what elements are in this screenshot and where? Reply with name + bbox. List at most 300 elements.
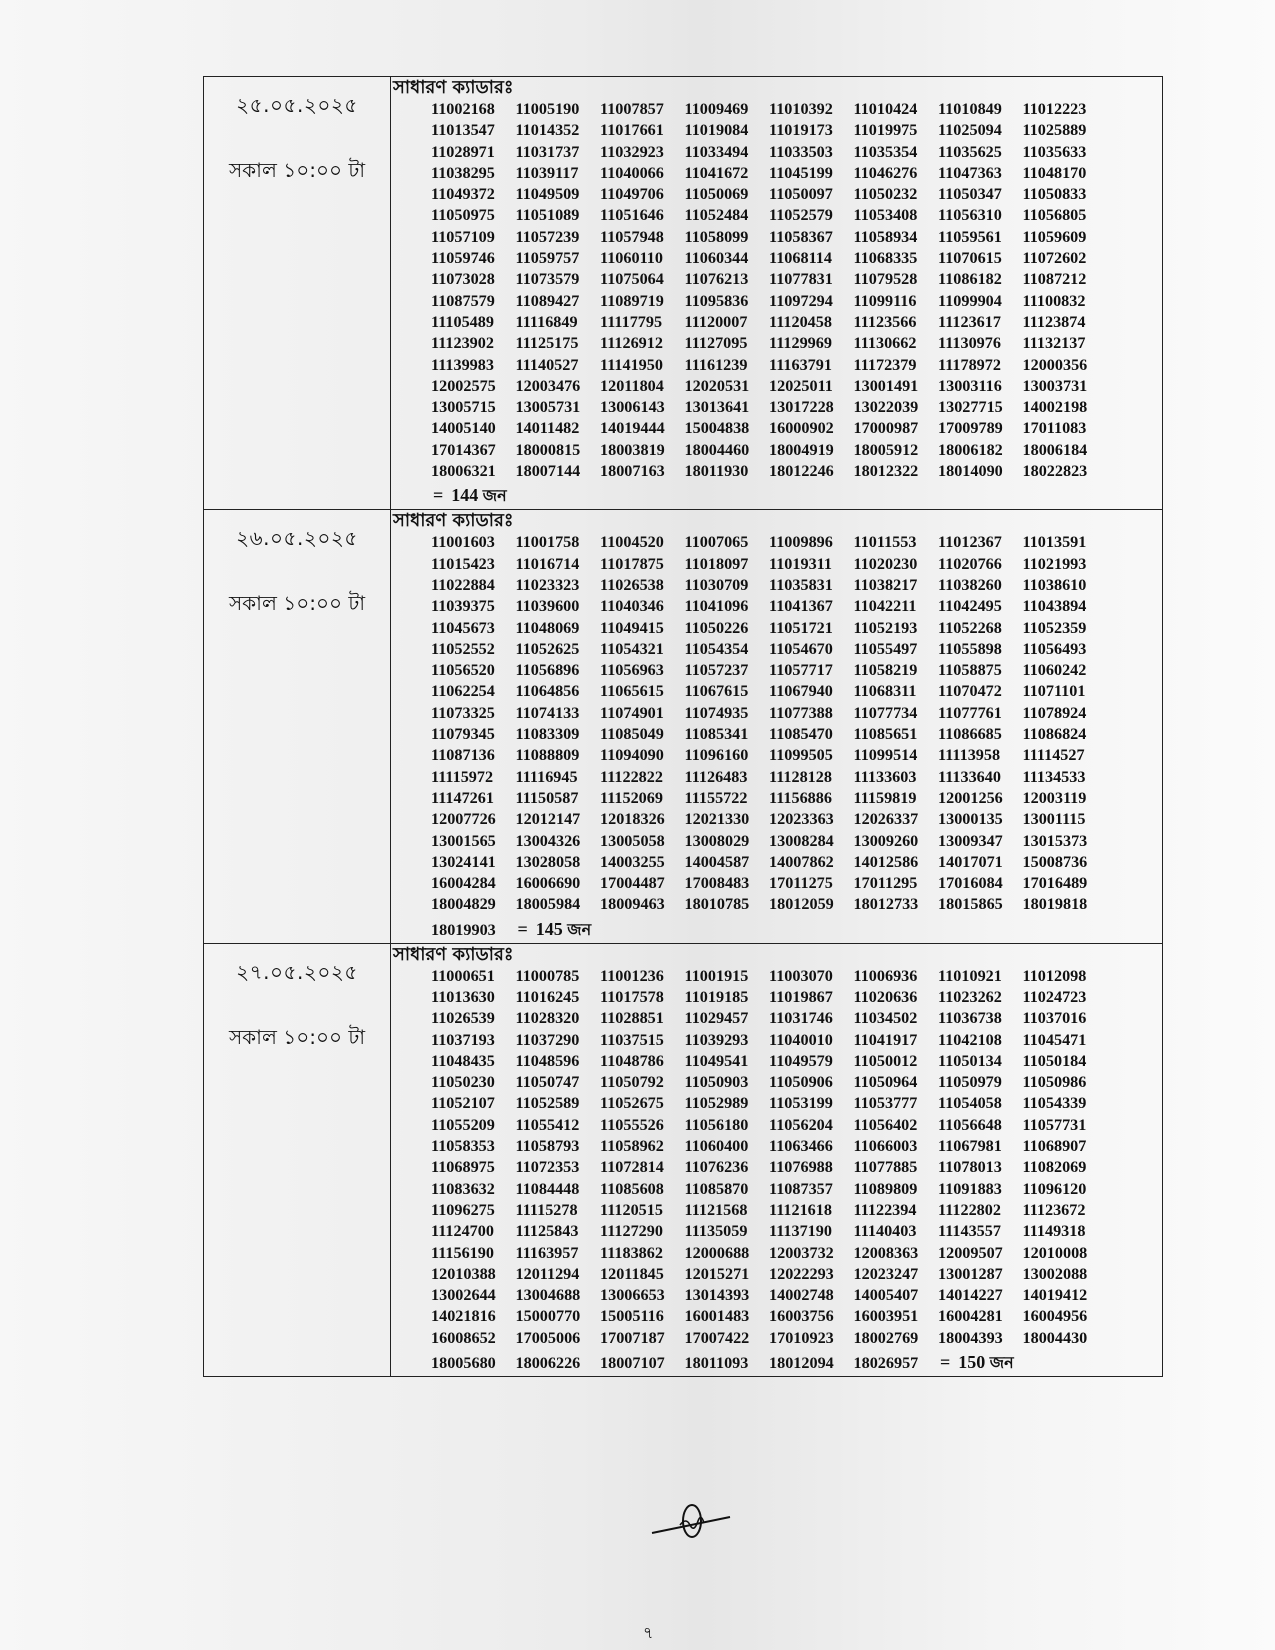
roll-number: 16003756 bbox=[769, 1307, 834, 1326]
signature bbox=[650, 1495, 740, 1545]
roll-number: 11052989 bbox=[684, 1094, 749, 1113]
roll-number: 11019173 bbox=[769, 121, 833, 140]
roll-number: 11054670 bbox=[769, 639, 833, 658]
roll-number: 11057109 bbox=[431, 227, 495, 246]
roll-number: 11060110 bbox=[600, 249, 663, 268]
roll-number-row bbox=[431, 788, 1154, 809]
roll-number: 11072353 bbox=[515, 1158, 580, 1177]
roll-number: 11025889 bbox=[1022, 121, 1087, 140]
roll-number: 12021330 bbox=[684, 810, 750, 829]
roll-number-row bbox=[431, 660, 1154, 681]
roll-number: 11085608 bbox=[600, 1179, 664, 1198]
roll-number: 18004460 bbox=[684, 440, 750, 459]
roll-number: 11152069 bbox=[600, 788, 663, 807]
roll-number: 11056402 bbox=[853, 1115, 918, 1134]
roll-number: 11088809 bbox=[515, 746, 580, 765]
roll-number: 13006143 bbox=[600, 398, 665, 417]
schedule-row bbox=[204, 77, 1163, 510]
roll-number: 17014367 bbox=[431, 440, 496, 459]
roll-number: 11087212 bbox=[1022, 270, 1087, 289]
roll-number: 12022293 bbox=[769, 1264, 834, 1283]
roll-number: 11012367 bbox=[938, 533, 1002, 552]
roll-number: 11048596 bbox=[515, 1051, 580, 1070]
roll-number: 12002575 bbox=[431, 376, 496, 395]
roll-number: 11016714 bbox=[515, 554, 580, 573]
roll-number-row bbox=[431, 532, 1154, 553]
roll-number: 11053777 bbox=[853, 1094, 918, 1113]
roll-number: 11072814 bbox=[600, 1158, 664, 1177]
roll-number: 11035633 bbox=[1022, 142, 1087, 161]
roll-number: 11039600 bbox=[515, 597, 580, 616]
roll-number: 11049415 bbox=[600, 618, 664, 637]
roll-number: 15000770 bbox=[515, 1307, 581, 1326]
roll-number: 12003476 bbox=[515, 376, 581, 395]
roll-number: 11057731 bbox=[1022, 1115, 1087, 1134]
roll-number: 11099116 bbox=[853, 291, 917, 310]
exam-time: সকাল ১০:০০ টা bbox=[228, 158, 366, 182]
roll-number: 11094090 bbox=[600, 746, 664, 765]
roll-number: 17009789 bbox=[938, 419, 1003, 438]
roll-number: 11116849 bbox=[515, 312, 578, 331]
roll-number: 11116945 bbox=[515, 767, 578, 786]
roll-number: 11056310 bbox=[938, 206, 1002, 225]
exam-date: ২৬.০৫.২০২৫ bbox=[236, 526, 358, 551]
schedule-row bbox=[204, 510, 1163, 943]
roll-number-row bbox=[431, 1285, 1154, 1306]
roll-number: 18010785 bbox=[684, 895, 750, 914]
roll-number: 12000688 bbox=[684, 1243, 750, 1262]
roll-number: 11010424 bbox=[853, 100, 918, 118]
roll-number: 13004688 bbox=[515, 1286, 581, 1305]
roll-number: 11057239 bbox=[515, 227, 580, 246]
roll-number: 13028058 bbox=[515, 852, 581, 871]
roll-number: 11006936 bbox=[853, 966, 918, 985]
roll-number: 14007862 bbox=[769, 852, 834, 871]
roll-number: 11025094 bbox=[938, 121, 1002, 140]
roll-number: 11055898 bbox=[938, 639, 1002, 658]
roll-number: 12025011 bbox=[769, 376, 833, 395]
candidate-total bbox=[431, 482, 507, 509]
roll-number: 11117795 bbox=[600, 312, 663, 331]
roll-number-row bbox=[431, 1328, 1154, 1349]
roll-number: 15005116 bbox=[600, 1307, 664, 1326]
roll-number: 18002769 bbox=[853, 1328, 919, 1347]
roll-number: 11041367 bbox=[769, 597, 833, 616]
roll-number: 17008483 bbox=[684, 874, 750, 893]
roll-number: 11037193 bbox=[431, 1030, 495, 1049]
roll-number: 11017578 bbox=[600, 987, 664, 1006]
roll-number: 18026957 bbox=[853, 1354, 919, 1373]
roll-number: 11038260 bbox=[938, 575, 1002, 594]
roll-number-row bbox=[431, 142, 1154, 163]
roll-number: 11052579 bbox=[769, 206, 833, 225]
roll-number-row bbox=[431, 618, 1154, 639]
roll-number: 11013547 bbox=[431, 121, 495, 140]
roll-number: 18006182 bbox=[938, 440, 1003, 459]
total-count: 144 bbox=[451, 485, 479, 506]
roll-number: 11123874 bbox=[1022, 312, 1086, 331]
roll-number: 16004956 bbox=[1022, 1307, 1088, 1326]
roll-number: 11099514 bbox=[853, 746, 918, 765]
roll-number: 11139983 bbox=[431, 355, 494, 374]
roll-number: 11140527 bbox=[515, 355, 579, 374]
roll-number: 11022884 bbox=[431, 575, 495, 594]
roll-number: 11009896 bbox=[769, 533, 833, 552]
roll-number: 13003731 bbox=[1022, 376, 1088, 395]
roll-number: 11073325 bbox=[431, 703, 495, 722]
roll-number: 18014090 bbox=[938, 462, 1003, 481]
roll-number: 18012094 bbox=[769, 1354, 834, 1373]
cadre-label: সাধারণ ক্যাডারঃ bbox=[393, 943, 514, 965]
roll-number: 17016084 bbox=[938, 874, 1003, 893]
roll-number: 13014393 bbox=[684, 1286, 750, 1305]
roll-number: 11038217 bbox=[853, 575, 918, 594]
roll-number: 13024141 bbox=[431, 852, 496, 871]
roll-number: 18022823 bbox=[1022, 462, 1088, 481]
roll-number: 11054354 bbox=[684, 639, 749, 658]
roll-number: 11059746 bbox=[431, 249, 495, 268]
roll-number: 11056896 bbox=[515, 661, 580, 680]
roll-number: 11068114 bbox=[769, 249, 832, 268]
roll-number: 11045471 bbox=[1022, 1030, 1087, 1049]
roll-number-row bbox=[431, 852, 1154, 873]
roll-number: 11048170 bbox=[1022, 163, 1087, 182]
roll-number: 11052268 bbox=[938, 618, 1002, 637]
roll-number-row bbox=[431, 376, 1154, 397]
roll-number: 11037290 bbox=[515, 1030, 580, 1049]
roll-number: 11163791 bbox=[769, 355, 832, 374]
roll-number: 12011294 bbox=[515, 1264, 580, 1283]
roll-number: 16000902 bbox=[769, 419, 834, 438]
roll-number: 16001483 bbox=[684, 1307, 750, 1326]
roll-number: 14005407 bbox=[853, 1286, 919, 1305]
roll-number: 12026337 bbox=[853, 810, 919, 829]
roll-number: 14014227 bbox=[938, 1286, 1003, 1305]
roll-number: 11018097 bbox=[684, 554, 749, 573]
roll-number: 11072602 bbox=[1022, 249, 1087, 268]
roll-number: 11058875 bbox=[938, 661, 1002, 680]
roll-number: 13017228 bbox=[769, 398, 834, 417]
roll-number: 11091883 bbox=[938, 1179, 1002, 1198]
roll-number: 13006653 bbox=[600, 1286, 665, 1305]
roll-number: 11068907 bbox=[1022, 1137, 1087, 1156]
roll-number: 14003255 bbox=[600, 852, 665, 871]
roll-number: 11010392 bbox=[769, 100, 833, 118]
roll-number: 18012246 bbox=[769, 462, 834, 481]
roll-number: 11085341 bbox=[684, 725, 749, 744]
roll-number: 11023262 bbox=[938, 987, 1002, 1006]
roll-number: 11001603 bbox=[431, 533, 495, 552]
roll-number: 11067615 bbox=[684, 682, 749, 701]
roll-number: 11056805 bbox=[1022, 206, 1087, 225]
roll-number-row bbox=[431, 873, 1154, 894]
roll-number-row bbox=[431, 1200, 1154, 1221]
roll-number-row bbox=[431, 1051, 1154, 1072]
roll-number: 11120515 bbox=[600, 1200, 663, 1219]
roll-number: 11049372 bbox=[431, 185, 495, 204]
total-unit: জন bbox=[567, 919, 592, 939]
roll-number: 11065615 bbox=[600, 682, 664, 701]
roll-number: 11056180 bbox=[684, 1115, 749, 1134]
roll-number: 11057717 bbox=[769, 661, 833, 680]
roll-number: 11052675 bbox=[600, 1094, 664, 1113]
roll-number: 11055209 bbox=[431, 1115, 495, 1134]
roll-number: 11068335 bbox=[853, 249, 918, 268]
roll-number: 11019185 bbox=[684, 987, 749, 1006]
roll-number: 11087579 bbox=[431, 291, 495, 310]
roll-number: 11049509 bbox=[515, 185, 580, 204]
roll-number: 11161239 bbox=[684, 355, 748, 374]
roll-number-row bbox=[431, 681, 1154, 702]
roll-number: 11037016 bbox=[1022, 1009, 1087, 1028]
roll-number: 13000135 bbox=[938, 810, 1003, 829]
roll-number-row bbox=[431, 639, 1154, 660]
roll-number: 12003119 bbox=[1022, 788, 1087, 807]
roll-number-list bbox=[391, 966, 1162, 1376]
roll-number: 11133603 bbox=[853, 767, 917, 786]
roll-number: 11057948 bbox=[600, 227, 664, 246]
roll-number: 11083309 bbox=[515, 725, 580, 744]
roll-number: 12001256 bbox=[938, 788, 1003, 807]
roll-number: 11026538 bbox=[600, 575, 664, 594]
cadre-label: সাধারণ ক্যাডারঃ bbox=[393, 510, 514, 532]
roll-number: 13001565 bbox=[431, 831, 496, 850]
roll-number: 11055412 bbox=[515, 1115, 580, 1134]
roll-number: 11053199 bbox=[769, 1094, 833, 1113]
roll-number: 11058219 bbox=[853, 661, 918, 680]
roll-number-row bbox=[431, 269, 1154, 290]
roll-number: 13005058 bbox=[600, 831, 665, 850]
roll-number: 11067981 bbox=[938, 1137, 1002, 1156]
roll-number-row bbox=[431, 745, 1154, 766]
roll-number: 11046276 bbox=[853, 163, 918, 182]
roll-number: 11126912 bbox=[600, 334, 663, 353]
roll-number: 18004919 bbox=[769, 440, 834, 459]
roll-number: 11123617 bbox=[938, 312, 1001, 331]
roll-number: 11050747 bbox=[515, 1073, 580, 1092]
exam-time: সকাল ১০:০০ টা bbox=[228, 1024, 366, 1049]
roll-number: 11156886 bbox=[769, 788, 832, 807]
roll-number: 11127095 bbox=[684, 334, 748, 353]
roll-number: 14011482 bbox=[515, 419, 580, 438]
roll-number-row bbox=[431, 248, 1154, 269]
roll-number-row bbox=[431, 1072, 1154, 1093]
roll-number-row bbox=[431, 966, 1154, 987]
roll-number: 11050232 bbox=[853, 185, 918, 204]
roll-number: 11051089 bbox=[515, 206, 580, 225]
roll-number-row bbox=[431, 1008, 1154, 1029]
roll-number: 11017661 bbox=[600, 121, 664, 140]
roll-number: 12010388 bbox=[431, 1264, 496, 1283]
roll-number: 18007163 bbox=[600, 462, 665, 481]
date-time-cell bbox=[204, 77, 391, 510]
roll-number: 11089719 bbox=[600, 291, 664, 310]
roll-number: 11013630 bbox=[431, 987, 495, 1006]
roll-number: 11089809 bbox=[853, 1179, 918, 1198]
roll-number: 13009347 bbox=[938, 831, 1003, 850]
roll-number: 11086824 bbox=[1022, 725, 1087, 744]
roll-number: 11123566 bbox=[853, 312, 917, 331]
roll-number: 11120458 bbox=[769, 312, 832, 331]
roll-number: 11060344 bbox=[684, 249, 749, 268]
roll-number: 11143557 bbox=[938, 1222, 1001, 1241]
roll-number: 18019818 bbox=[1022, 895, 1088, 914]
roll-number: 11059757 bbox=[515, 249, 580, 268]
roll-number-row bbox=[431, 461, 1154, 482]
roll-number: 11056963 bbox=[600, 661, 664, 680]
roll-number-row bbox=[431, 1221, 1154, 1242]
equals-sign: = bbox=[433, 485, 444, 506]
roll-number: 11067940 bbox=[769, 682, 833, 701]
date-time-cell bbox=[204, 943, 391, 1376]
roll-number-list bbox=[391, 99, 1162, 509]
roll-number: 11050184 bbox=[1022, 1051, 1087, 1070]
roll-number: 11013591 bbox=[1022, 533, 1087, 552]
roll-number: 11077734 bbox=[853, 703, 918, 722]
roll-number: 14002748 bbox=[769, 1286, 834, 1305]
roll-number: 11019867 bbox=[769, 987, 833, 1006]
roll-number: 11127290 bbox=[600, 1222, 663, 1241]
roll-number: 11033494 bbox=[684, 142, 749, 161]
roll-number: 11001236 bbox=[600, 966, 664, 985]
roll-number: 18005912 bbox=[853, 440, 919, 459]
roll-number: 13002088 bbox=[1022, 1264, 1088, 1283]
roll-number-row bbox=[431, 767, 1154, 788]
roll-number: 11026539 bbox=[431, 1009, 495, 1028]
roll-number: 11021993 bbox=[1022, 554, 1087, 573]
roll-number-row bbox=[431, 227, 1154, 248]
roll-number: 11056204 bbox=[769, 1115, 833, 1134]
roll-number: 11073579 bbox=[515, 270, 580, 289]
roll-number: 11100832 bbox=[1022, 291, 1086, 310]
total-unit: জন bbox=[482, 486, 507, 506]
roll-number: 11050230 bbox=[431, 1073, 495, 1092]
roll-number: 11004520 bbox=[600, 533, 664, 552]
roll-number: 11052552 bbox=[431, 639, 495, 658]
roll-number: 11086685 bbox=[938, 725, 1002, 744]
roll-numbers-cell bbox=[391, 943, 1163, 1376]
roll-number: 18006321 bbox=[431, 462, 496, 481]
roll-number: 11051721 bbox=[769, 618, 833, 637]
roll-number: 11066003 bbox=[853, 1137, 918, 1156]
roll-number: 11135059 bbox=[684, 1222, 748, 1241]
roll-number: 11129969 bbox=[769, 334, 832, 353]
roll-number: 11050975 bbox=[431, 206, 495, 225]
equals-sign: = bbox=[940, 1352, 951, 1373]
roll-number: 11059609 bbox=[1022, 227, 1087, 246]
roll-number: 11051646 bbox=[600, 206, 664, 225]
roll-number: 11114527 bbox=[1022, 746, 1085, 765]
roll-number: 11054339 bbox=[1022, 1094, 1087, 1113]
roll-number: 18019903 bbox=[431, 920, 496, 939]
roll-number: 11183862 bbox=[600, 1243, 663, 1262]
roll-number: 11150587 bbox=[515, 788, 579, 807]
roll-number: 11012223 bbox=[1022, 100, 1087, 118]
roll-number: 11085870 bbox=[684, 1179, 749, 1198]
roll-number-row bbox=[431, 120, 1154, 141]
roll-number: 18012733 bbox=[853, 895, 919, 914]
roll-number: 11049579 bbox=[769, 1051, 833, 1070]
roll-number: 11038610 bbox=[1022, 575, 1087, 594]
equals-sign: = bbox=[517, 918, 528, 939]
roll-number-row bbox=[431, 809, 1154, 830]
roll-number: 16006690 bbox=[515, 874, 581, 893]
roll-number: 12000356 bbox=[1022, 355, 1088, 374]
roll-number: 11075064 bbox=[600, 270, 664, 289]
roll-number: 11097294 bbox=[769, 291, 833, 310]
roll-number: 11035831 bbox=[769, 575, 833, 594]
roll-number: 17005006 bbox=[515, 1328, 581, 1347]
roll-number: 18005984 bbox=[515, 895, 581, 914]
roll-number: 13001491 bbox=[853, 376, 919, 395]
roll-number: 11052359 bbox=[1022, 618, 1087, 637]
roll-number: 11001915 bbox=[684, 966, 749, 985]
roll-number: 11035354 bbox=[853, 142, 918, 161]
roll-number: 11007857 bbox=[600, 100, 664, 118]
roll-number: 11041672 bbox=[684, 163, 749, 182]
roll-number: 13022039 bbox=[853, 398, 919, 417]
roll-number: 11140403 bbox=[853, 1222, 917, 1241]
total-unit: জন bbox=[989, 1353, 1014, 1373]
roll-number: 11086182 bbox=[938, 270, 1002, 289]
roll-number: 11058099 bbox=[684, 227, 749, 246]
roll-numbers-cell bbox=[391, 77, 1163, 510]
roll-number: 18012059 bbox=[769, 895, 834, 914]
roll-number: 11020636 bbox=[853, 987, 918, 1006]
roll-number-row bbox=[431, 205, 1154, 226]
roll-number: 11012098 bbox=[1022, 966, 1087, 985]
roll-number: 11050979 bbox=[938, 1073, 1002, 1092]
roll-number: 11050097 bbox=[769, 185, 833, 204]
total-row bbox=[431, 1349, 1154, 1376]
roll-number: 11126483 bbox=[684, 767, 748, 786]
roll-number: 11068975 bbox=[431, 1158, 495, 1177]
candidate-total bbox=[938, 1349, 1014, 1376]
roll-number: 11130662 bbox=[853, 334, 917, 353]
roll-number: 18004829 bbox=[431, 895, 496, 914]
roll-number: 11029457 bbox=[684, 1009, 749, 1028]
roll-number: 13008284 bbox=[769, 831, 834, 850]
roll-number: 11178972 bbox=[938, 355, 1001, 374]
roll-numbers-cell bbox=[391, 510, 1163, 943]
roll-number: 11058962 bbox=[600, 1137, 664, 1156]
roll-number-row bbox=[431, 99, 1154, 120]
roll-number: 11049541 bbox=[684, 1051, 749, 1070]
roll-number: 11017875 bbox=[600, 554, 664, 573]
roll-number-row bbox=[431, 987, 1154, 1008]
roll-number: 11045673 bbox=[431, 618, 495, 637]
roll-number: 11155722 bbox=[684, 788, 748, 807]
roll-number: 11050069 bbox=[684, 185, 749, 204]
date-time-cell bbox=[204, 510, 391, 943]
roll-number: 11023323 bbox=[515, 575, 580, 594]
roll-number: 11078013 bbox=[938, 1158, 1002, 1177]
roll-number: 18007144 bbox=[515, 462, 581, 481]
roll-number: 17016489 bbox=[1022, 874, 1088, 893]
roll-number: 11047363 bbox=[938, 163, 1002, 182]
roll-number: 11070615 bbox=[938, 249, 1002, 268]
roll-number: 11132137 bbox=[1022, 334, 1086, 353]
roll-number: 11099904 bbox=[938, 291, 1002, 310]
roll-number-row bbox=[431, 312, 1154, 333]
roll-number: 12011845 bbox=[600, 1264, 664, 1283]
roll-number: 11068311 bbox=[853, 682, 917, 701]
roll-number: 14012586 bbox=[853, 852, 919, 871]
roll-number: 11037515 bbox=[600, 1030, 664, 1049]
roll-number: 15004838 bbox=[684, 419, 750, 438]
roll-number: 13005715 bbox=[431, 398, 496, 417]
roll-number: 11050986 bbox=[1022, 1073, 1087, 1092]
